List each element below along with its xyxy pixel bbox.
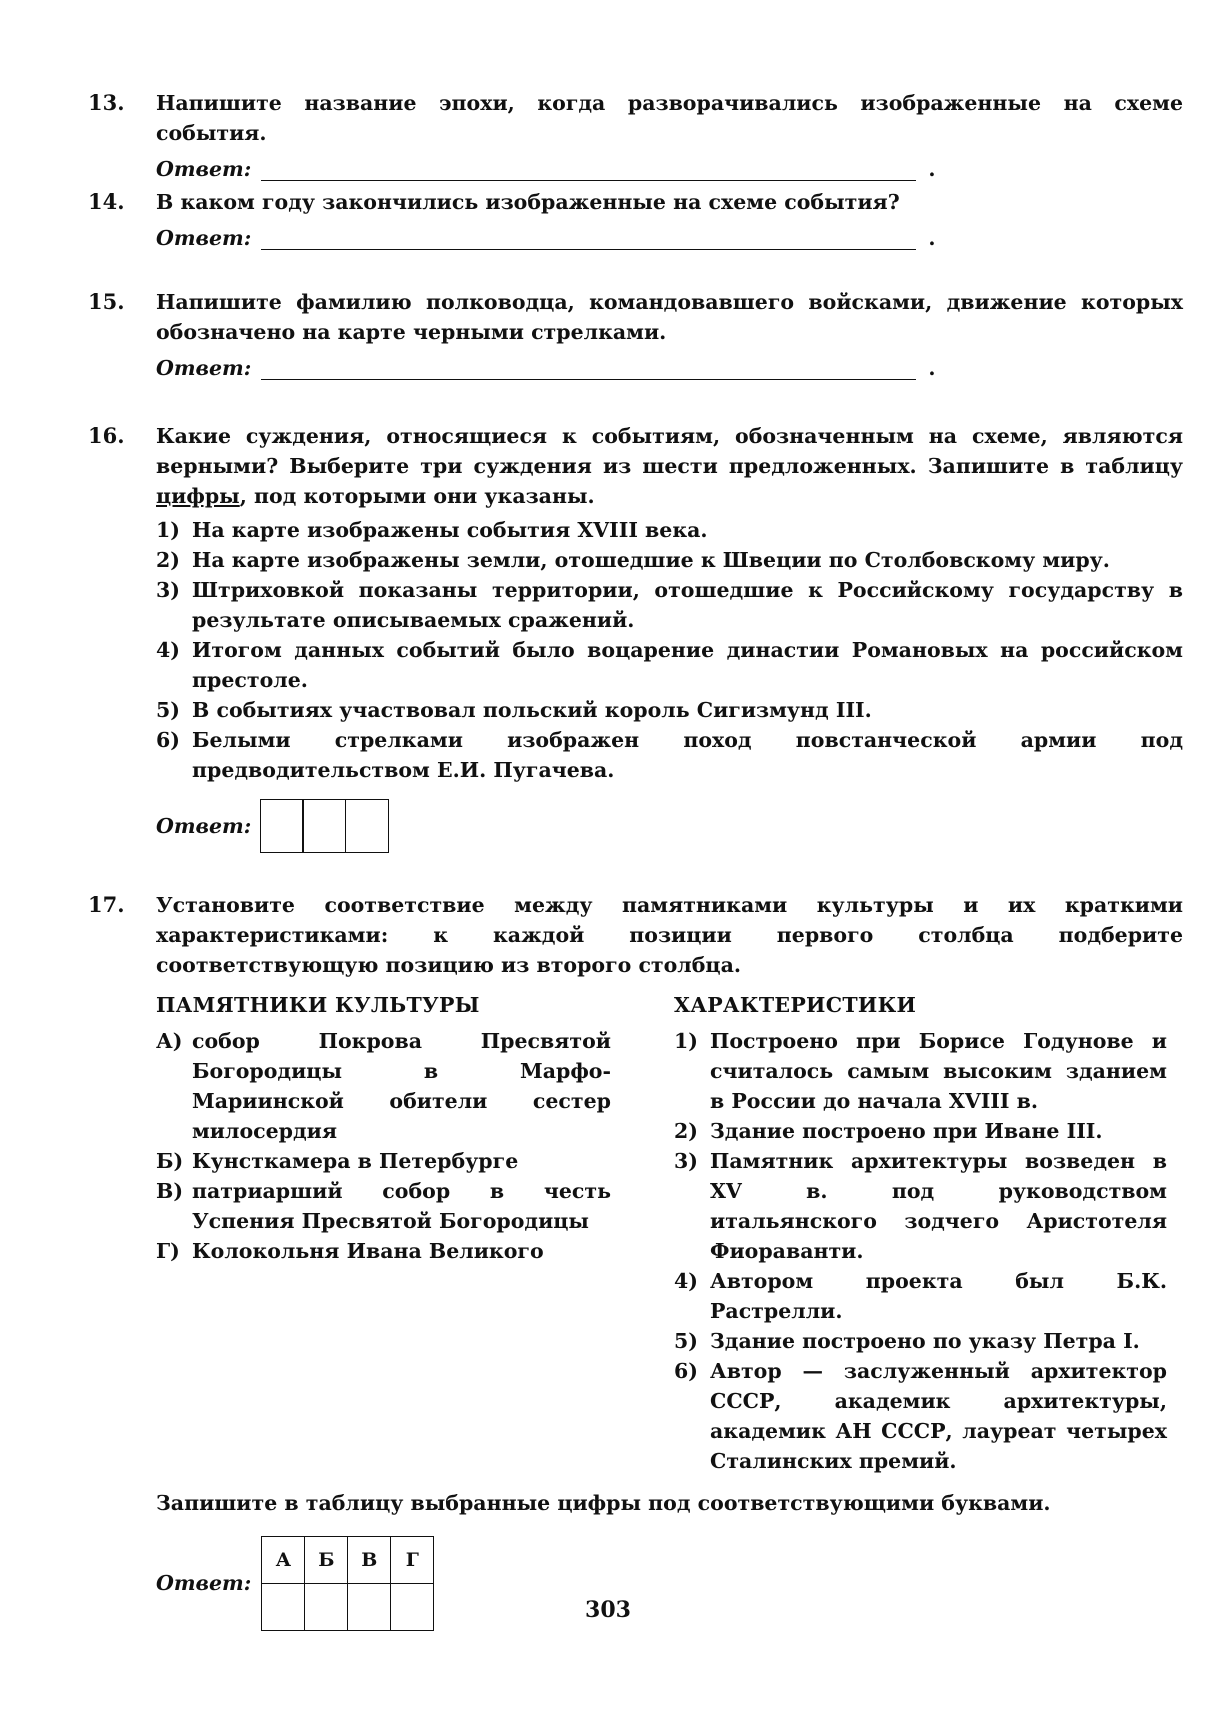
answer-line[interactable] xyxy=(261,227,916,250)
answer-box[interactable] xyxy=(302,799,346,853)
question-number: 15. xyxy=(88,289,125,314)
answer-label: Ответ: xyxy=(156,356,252,380)
answer-label: Ответ: xyxy=(156,814,252,838)
characteristics-column xyxy=(674,990,1167,1476)
answer-label: Ответ: xyxy=(156,157,252,181)
characteristic-item-3 xyxy=(674,1146,1167,1266)
question-text: Напишите название эпохи, когда разворачивались изображенные на схеме события. xyxy=(156,91,1183,145)
item-text: Построено при Борисе Годунове и считалось самым высоким зданием в России до начала XVIII в. xyxy=(710,1029,1167,1113)
item-text: Здание построено по указу Петра I. xyxy=(710,1329,1140,1353)
option-3 xyxy=(156,575,1183,635)
item-number: 6) xyxy=(674,1359,698,1383)
answer-row xyxy=(156,152,1183,186)
answer-row xyxy=(156,797,1183,855)
characteristic-item-1 xyxy=(674,1026,1167,1116)
option-number: 3) xyxy=(156,578,180,602)
question-text: В каком году закончились изображенные на схеме события? xyxy=(156,190,900,214)
item-number: 1) xyxy=(674,1029,698,1053)
monuments-column xyxy=(156,990,611,1476)
item-letter: Б) xyxy=(156,1149,184,1173)
question-16 xyxy=(88,421,1183,855)
item-text: Кунсткамера в Петербурге xyxy=(192,1149,519,1173)
question-14 xyxy=(88,187,1183,255)
option-text: На карте изображены события XVIII века. xyxy=(192,518,708,542)
item-text: Автор — заслуженный архитектор СССР, академик архитектуры, академик АН СССР, лауреат четырех Сталинских премий. xyxy=(710,1359,1167,1473)
options-list xyxy=(156,515,1183,785)
answer-box[interactable] xyxy=(345,799,389,853)
page-number: 303 xyxy=(585,1597,631,1623)
question-number: 13. xyxy=(88,90,125,115)
characteristic-item-5 xyxy=(674,1326,1167,1356)
question-text: Напишите фамилию полководца, командовавшего войсками, движение которых обозначено на карте черными стрелками. xyxy=(156,290,1183,344)
item-letter: Г) xyxy=(156,1239,180,1263)
item-number: 4) xyxy=(674,1269,698,1293)
item-number: 3) xyxy=(674,1149,698,1173)
option-text: Белыми стрелками изображен поход повстанческой армии под предводительством Е.И. Пугачева. xyxy=(192,728,1183,782)
monument-item-v xyxy=(156,1176,611,1236)
answer-dot: . xyxy=(928,356,936,380)
question-17 xyxy=(88,890,1183,1638)
answer-line[interactable] xyxy=(261,357,916,380)
option-text: Штриховкой показаны территории, отошедшие к Российскому государству в результате описываемых сражений. xyxy=(192,578,1183,632)
question-number: 17. xyxy=(88,892,125,917)
question-13 xyxy=(88,88,1183,186)
table-instruction: Запишите в таблицу выбранные цифры под соответствующими буквами. xyxy=(156,1491,1051,1515)
question-text-end: , под которыми они указаны. xyxy=(239,484,595,508)
option-text: На карте изображены земли, отошедшие к Швеции по Столбовскому миру. xyxy=(192,548,1110,572)
option-5 xyxy=(156,695,1183,725)
question-text-start: Какие суждения, относящиеся к событиям, обозначенным на схеме, являются верными? Выберите три суждения из шести предложенных. Запишите в таблицу xyxy=(156,424,1183,478)
item-text: Здание построено при Иване III. xyxy=(710,1119,1103,1143)
question-number: 14. xyxy=(88,189,125,214)
grid-letter-a: А xyxy=(262,1536,305,1583)
option-4 xyxy=(156,635,1183,695)
item-letter: В) xyxy=(156,1179,184,1203)
characteristic-item-2 xyxy=(674,1116,1167,1146)
option-number: 4) xyxy=(156,638,180,662)
grid-letter-b: Б xyxy=(305,1536,348,1583)
question-text xyxy=(156,421,1183,511)
option-1 xyxy=(156,515,1183,545)
question-text: Установите соответствие между памятниками культуры и их краткими характеристиками: к каждой позиции первого столбца подберите соответствующую позицию из второго столбца. xyxy=(156,893,1183,977)
answer-boxes xyxy=(261,799,389,853)
option-text: В событиях участвовал польский король Сигизмунд III. xyxy=(192,698,872,722)
monument-item-a xyxy=(156,1026,611,1146)
grid-header-row xyxy=(262,1536,434,1583)
matching-columns xyxy=(156,990,1183,1476)
grid-letter-g: Г xyxy=(391,1536,434,1583)
item-text: Памятник архитектуры возведен в XV в. под руководством итальянского зодчего Аристотеля Фиораванти. xyxy=(710,1149,1167,1263)
option-number: 2) xyxy=(156,548,180,572)
question-number: 16. xyxy=(88,423,125,448)
item-text: патриарший собор в честь Успения Пресвятой Богородицы xyxy=(192,1179,611,1233)
answer-row xyxy=(156,221,1183,255)
item-letter: А) xyxy=(156,1029,183,1053)
item-text: собор Покрова Пресвятой Богородицы в Марфо-Мариинской обители сестер милосердия xyxy=(192,1029,611,1143)
answer-box[interactable] xyxy=(260,799,304,853)
option-text: Итогом данных событий было воцарение династии Романовых на российском престоле. xyxy=(192,638,1183,692)
characteristics-heading: ХАРАКТЕРИСТИКИ xyxy=(674,993,917,1017)
option-6 xyxy=(156,725,1183,785)
grid-letter-v: В xyxy=(348,1536,391,1583)
answer-label: Ответ: xyxy=(156,1571,252,1595)
option-number: 1) xyxy=(156,518,180,542)
monument-item-g xyxy=(156,1236,611,1266)
item-text: Автором проекта был Б.К. Растрелли. xyxy=(710,1269,1167,1323)
characteristic-item-6 xyxy=(674,1356,1167,1476)
item-number: 2) xyxy=(674,1119,698,1143)
emphasis-digits: цифры xyxy=(156,484,240,508)
answer-row xyxy=(156,351,1183,385)
item-text: Колокольня Ивана Великого xyxy=(192,1239,544,1263)
answer-line[interactable] xyxy=(261,158,916,181)
option-number: 5) xyxy=(156,698,180,722)
answer-label: Ответ: xyxy=(156,226,252,250)
answer-dot: . xyxy=(928,157,936,181)
monument-item-b xyxy=(156,1146,611,1176)
question-15 xyxy=(88,287,1183,385)
answer-dot: . xyxy=(928,226,936,250)
characteristic-item-4 xyxy=(674,1266,1167,1326)
monuments-heading: ПАМЯТНИКИ КУЛЬТУРЫ xyxy=(156,993,480,1017)
option-number: 6) xyxy=(156,728,180,752)
option-2 xyxy=(156,545,1183,575)
item-number: 5) xyxy=(674,1329,698,1353)
